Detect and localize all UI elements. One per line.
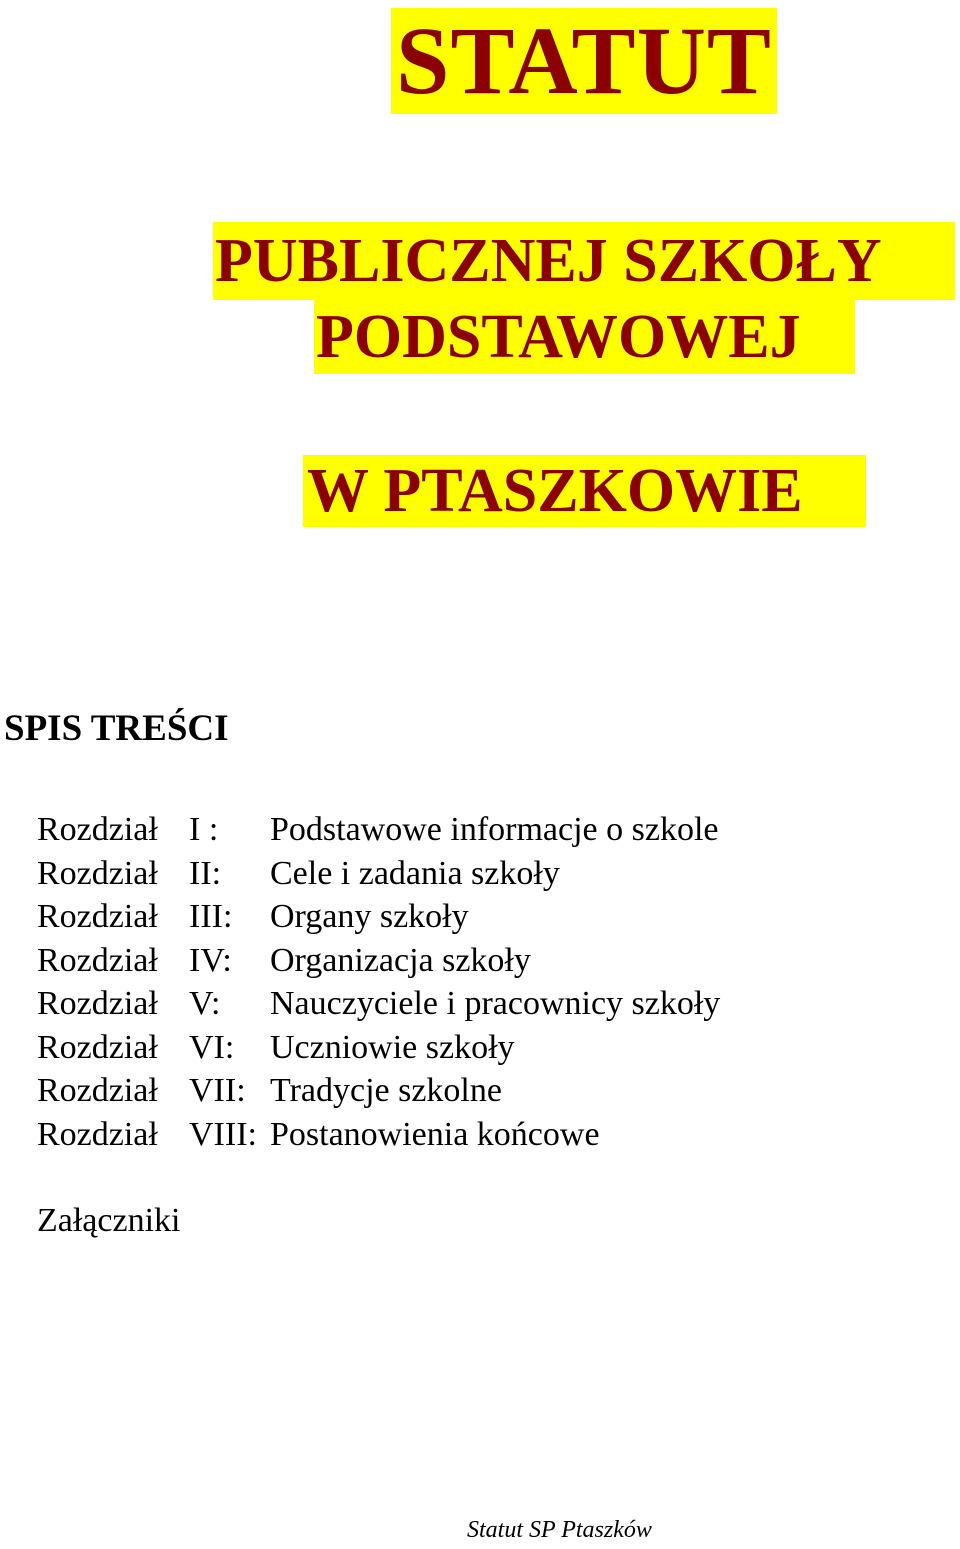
toc-item-label: Rozdział bbox=[37, 1115, 158, 1153]
toc-item-label: Rozdział bbox=[37, 811, 158, 848]
toc-item bbox=[37, 895, 720, 939]
toc-item-title: Uczniowie szkoły bbox=[270, 1028, 515, 1066]
toc-item-label: Rozdział bbox=[37, 898, 158, 935]
toc-item-number: II: bbox=[189, 854, 222, 892]
toc-item-label: Rozdział bbox=[37, 941, 158, 979]
toc-item bbox=[37, 939, 720, 983]
toc-item-number: V: bbox=[189, 985, 221, 1022]
toc-item bbox=[37, 1113, 720, 1157]
toc-item-label: Rozdział bbox=[37, 1028, 158, 1066]
toc-item bbox=[37, 1069, 720, 1113]
toc-item-title: Postanowienia końcowe bbox=[270, 1115, 600, 1153]
toc-item bbox=[37, 852, 720, 896]
toc-item-title: Nauczyciele i pracownicy szkoły bbox=[270, 985, 721, 1022]
title-school-level: PODSTAWOWEJ bbox=[314, 300, 855, 374]
toc-item bbox=[37, 1026, 720, 1070]
toc-item-number: I : bbox=[189, 811, 219, 848]
toc-heading: SPIS TREŚCI bbox=[4, 708, 229, 749]
toc-list bbox=[37, 808, 720, 1156]
title-school-location: W PTASZKOWIE bbox=[303, 455, 866, 527]
toc-item-title: Organizacja szkoły bbox=[270, 941, 531, 979]
toc-item-title: Cele i zadania szkoły bbox=[270, 854, 560, 892]
document-title: STATUT bbox=[391, 8, 777, 114]
toc-item-title: Podstawowe informacje o szkole bbox=[270, 811, 719, 848]
toc-item-number: VII: bbox=[189, 1072, 246, 1109]
page-footer: Statut SP Ptaszków bbox=[467, 1517, 652, 1543]
toc-item-label: Rozdział bbox=[37, 985, 158, 1022]
toc-item-number: IV: bbox=[189, 941, 232, 979]
title-school-type: PUBLICZNEJ SZKOŁY bbox=[213, 222, 955, 300]
toc-item bbox=[37, 808, 720, 852]
toc-item-number: III: bbox=[189, 898, 233, 935]
toc-item-label: Rozdział bbox=[37, 1072, 158, 1109]
toc-item-title: Organy szkoły bbox=[270, 898, 469, 935]
toc-item-number: VIII: bbox=[189, 1115, 257, 1153]
toc-item-title: Tradycje szkolne bbox=[270, 1072, 502, 1109]
toc-item bbox=[37, 982, 720, 1026]
appendix-label: Załączniki bbox=[37, 1202, 181, 1239]
toc-item-label: Rozdział bbox=[37, 854, 158, 892]
toc-item-number: VI: bbox=[189, 1028, 235, 1066]
